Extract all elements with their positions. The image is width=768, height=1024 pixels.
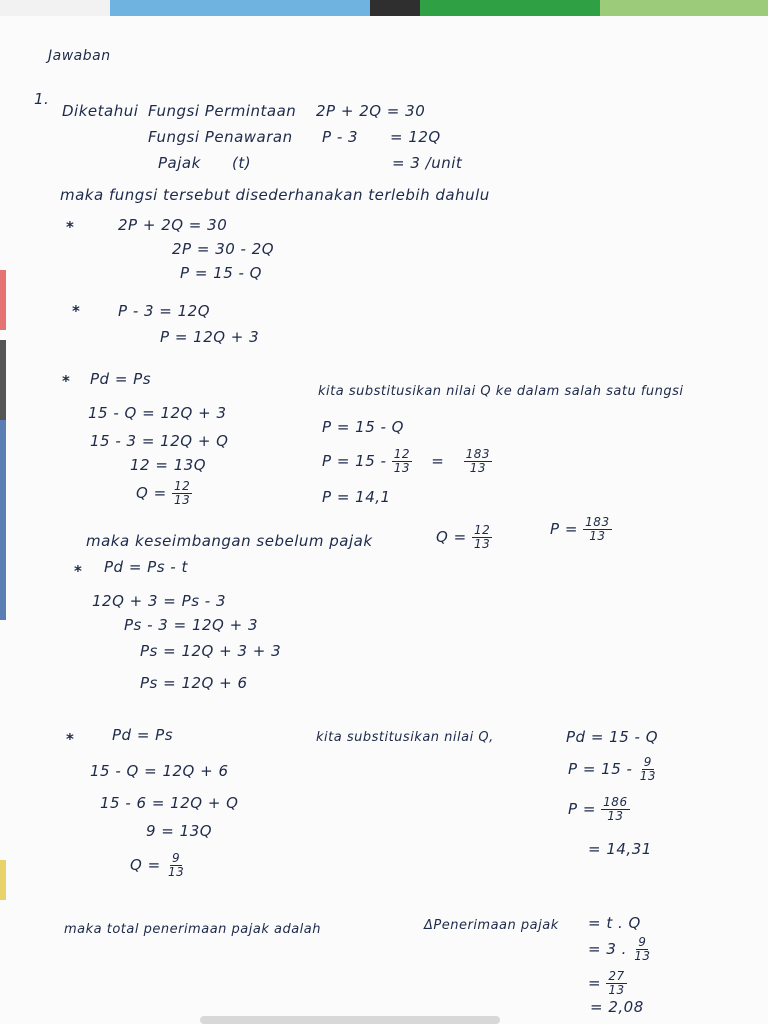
sub2-line-b [568, 756, 658, 783]
tax-value: = 3 /unit [392, 154, 463, 172]
step1-line-c: P = 15 - Q [180, 264, 262, 282]
sub2-line-c [568, 796, 630, 823]
demand-equation: 2P + 2Q = 30 [316, 102, 426, 120]
substitute-sentence-1: kita substitusikan nilai Q ke dalam salah satu fungsi [318, 384, 684, 399]
bullet: * [74, 562, 83, 580]
substitute-sentence-2: kita substitusikan nilai Q, [316, 730, 494, 745]
bullet: * [62, 372, 71, 390]
step3-line-e [136, 480, 192, 507]
fraction-12-13: $\frac{12}{13}$ [393, 447, 410, 475]
step4-line-c: Ps - 3 = 12Q + 3 [124, 616, 258, 634]
step3-line-b: 15 - Q = 12Q + 3 [88, 404, 227, 422]
band-blue [110, 0, 370, 16]
sub2-line-a: Pd = 15 - Q [566, 728, 659, 746]
bullet: * [66, 218, 75, 236]
step3-line-d: 12 = 13Q [130, 456, 207, 474]
q-fraction: $\frac{12}{13}$ [173, 479, 191, 507]
step4-line-a: Pd = Ps - t [104, 558, 188, 576]
simplify-sentence: maka fungsi tersebut disederhanakan terlebih dahulu [60, 186, 490, 204]
tax-label: Pajak [158, 154, 201, 172]
step2-line-b: P = 12Q + 3 [160, 328, 260, 346]
sub1-b-lhs: P = 15 - [322, 452, 387, 470]
final-line-b [588, 936, 652, 963]
eq-before-p-frac: $\frac{183}{13}$ [585, 515, 610, 543]
sub2-line-d: = 14,31 [588, 840, 652, 858]
eq-before-q-lhs: Q = [436, 528, 467, 546]
step2-line-a: P - 3 = 12Q [118, 302, 211, 320]
photo-top-band [0, 0, 768, 16]
final-c-lhs: = [588, 974, 602, 992]
step4-line-b: 12Q + 3 = Ps - 3 [92, 592, 226, 610]
step3-e-lhs: Q = [136, 484, 167, 502]
fraction-9-13: $\frac{9}{13}$ [639, 755, 656, 783]
sub2-c-lhs: P = [568, 800, 596, 818]
step5-line-d: 9 = 13Q [146, 822, 213, 840]
step5-line-a: Pd = Ps [112, 726, 174, 744]
q-fraction-after: $\frac{9}{13}$ [167, 851, 185, 879]
eq-before-sentence: maka keseimbangan sebelum pajak [86, 532, 373, 550]
band-green [420, 0, 600, 16]
fraction-186-13: $\frac{186}{13}$ [603, 795, 628, 823]
eq-before-q-frac: $\frac{12}{13}$ [473, 523, 491, 551]
bullet: * [72, 302, 81, 320]
left-edge-dark [0, 340, 6, 420]
step1-line-a: 2P + 2Q = 30 [118, 216, 228, 234]
sub1-line-a: P = 15 - Q [322, 418, 404, 436]
left-edge-red [0, 270, 6, 330]
final-label: ΔPenerimaan pajak [424, 918, 559, 933]
supply-rhs: = 12Q [390, 128, 441, 146]
sub1-b-eq: = [431, 452, 445, 470]
left-edge-blue [0, 420, 6, 620]
supply-lhs: P - 3 [322, 128, 359, 146]
step4-line-d: Ps = 12Q + 3 + 3 [140, 642, 282, 660]
band-dark [370, 0, 420, 16]
final-b-lhs: = 3 . [588, 940, 627, 958]
fraction-27-13: $\frac{27}{13}$ [608, 969, 625, 997]
step4-line-e: Ps = 12Q + 6 [140, 674, 248, 692]
tax-symbol: (t) [232, 154, 252, 172]
sub2-b-lhs: P = 15 - [568, 760, 633, 778]
final-line-d: = 2,08 [590, 998, 644, 1016]
step5-line-c: 15 - 6 = 12Q + Q [100, 794, 239, 812]
bottom-shadow [200, 1016, 500, 1024]
step3-line-a: Pd = Ps [90, 370, 152, 388]
eq-before-p [550, 516, 612, 543]
demand-label: Fungsi Permintaan [148, 102, 297, 120]
step3-line-c: 15 - 3 = 12Q + Q [90, 432, 229, 450]
final-line-c [588, 970, 627, 997]
sub1-line-c: P = 14,1 [322, 488, 391, 506]
bullet: * [66, 730, 75, 748]
problem-number: 1. [34, 90, 50, 108]
header-title: Jawaban [48, 48, 111, 64]
given-label: Diketahui [62, 102, 139, 120]
supply-label: Fungsi Penawaran [148, 128, 293, 146]
sub1-line-b [322, 448, 492, 475]
eq-before-p-lhs: P = [550, 520, 578, 538]
step5-e-lhs: Q = [130, 856, 161, 874]
band-lightgreen [600, 0, 768, 16]
fraction-183-13: $\frac{183}{13}$ [465, 447, 491, 475]
step1-line-b: 2P = 30 - 2Q [172, 240, 275, 258]
left-edge-yellow [0, 860, 6, 900]
eq-before-q [436, 524, 492, 551]
final-sentence: maka total penerimaan pajak adalah [64, 922, 321, 937]
final-line-a: = t . Q [588, 914, 641, 932]
step5-line-e [130, 852, 186, 879]
fraction-9-13-final: $\frac{9}{13}$ [634, 935, 651, 963]
step5-line-b: 15 - Q = 12Q + 6 [90, 762, 229, 780]
